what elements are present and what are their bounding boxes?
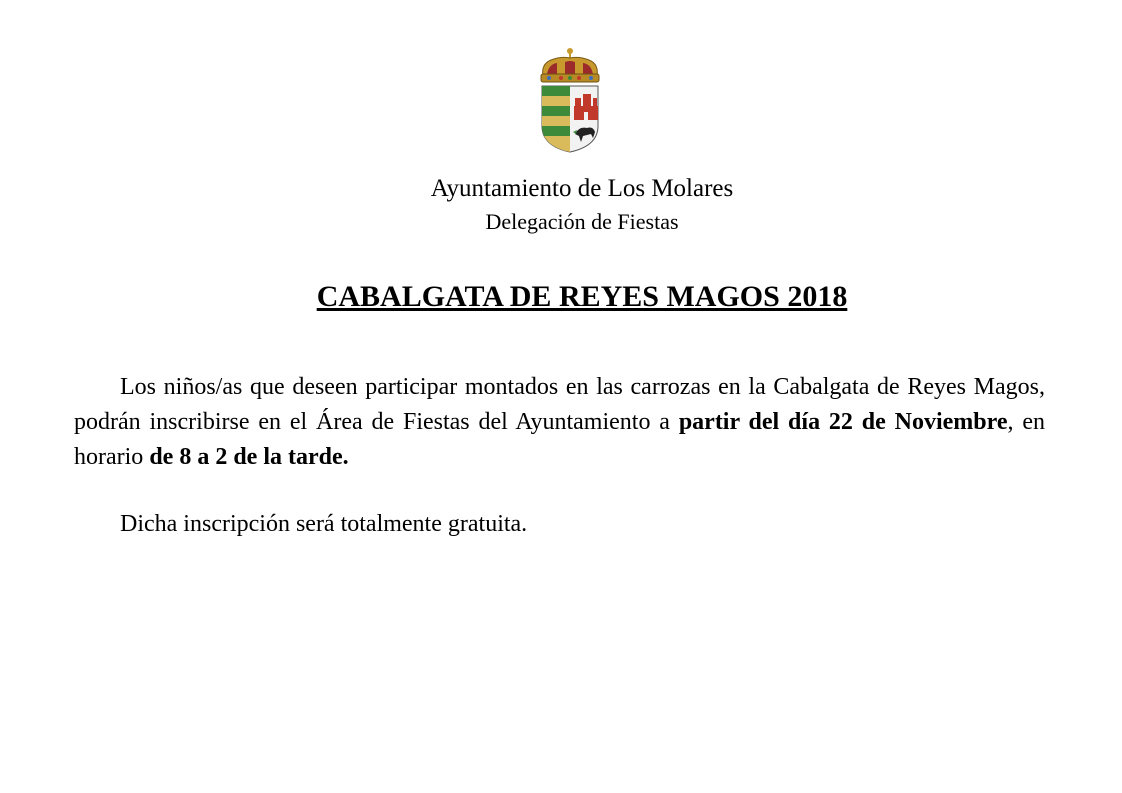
- department-name: Delegación de Fiestas: [485, 209, 679, 234]
- paragraph-middle: , en horario: [74, 409, 1046, 470]
- paragraph-free: Dicha inscripción será totalmente gratuita.: [120, 511, 528, 537]
- registration-hours: de 8 a 2 de la tarde.: [149, 444, 349, 470]
- shield-icon: [542, 86, 598, 152]
- coat-of-arms-icon: [537, 46, 603, 154]
- paragraph-intro: Los niños/as que deseen participar montados en las carrozas en la Cabalgata de Reyes Magos, podrán inscribirse en el Área de Fiestas del Ayuntamiento a: [74, 374, 1045, 435]
- paragraph-registration: [74, 370, 1045, 475]
- crown-icon: [541, 48, 599, 82]
- registration-date: partir del día 22 de Noviembre: [678, 409, 1008, 435]
- organization-name: Ayuntamiento de Los Molares: [430, 175, 734, 202]
- page-title: CABALGATA DE REYES MAGOS 2018: [316, 280, 848, 313]
